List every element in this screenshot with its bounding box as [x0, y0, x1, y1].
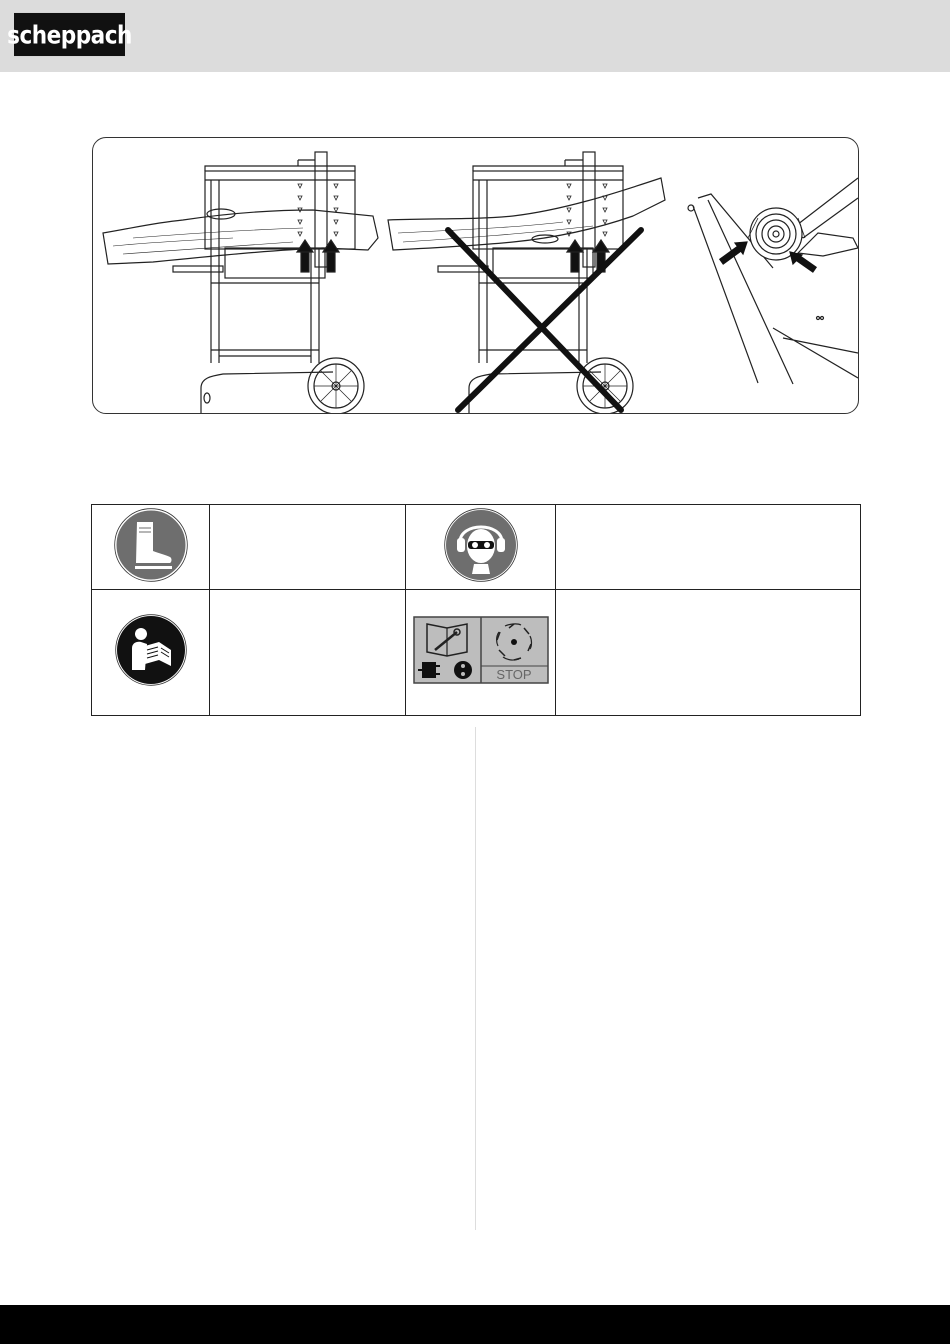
symbol-text-unplug: [556, 590, 861, 716]
column-divider: [475, 727, 476, 1230]
safety-symbols-table: [91, 504, 861, 716]
symbol-cell-ear-eye: [406, 505, 556, 590]
cross-mark: [448, 230, 641, 410]
unplug-stop-blade-icon: [413, 616, 549, 684]
page-footer: [0, 1305, 950, 1344]
symbol-text-boots: [210, 505, 406, 590]
saw-table-correct: [103, 152, 378, 413]
ear-eye-protection-icon: [444, 508, 518, 582]
page-header: [0, 0, 950, 72]
stop-label: STOP: [495, 667, 532, 682]
log-cradle-detail: [688, 178, 858, 384]
symbol-cell-manual: [92, 590, 210, 716]
symbol-text-ear-eye: [556, 505, 861, 590]
symbol-cell-boots: [92, 505, 210, 590]
sawing-illustration: [92, 137, 859, 414]
scheppach-logo: scheppach: [14, 13, 125, 56]
symbol-cell-unplug: [406, 590, 556, 716]
symbol-text-manual: [210, 590, 406, 716]
read-manual-icon: [115, 614, 187, 686]
safety-boots-icon: [114, 508, 188, 582]
saw-table-incorrect: [388, 152, 665, 413]
